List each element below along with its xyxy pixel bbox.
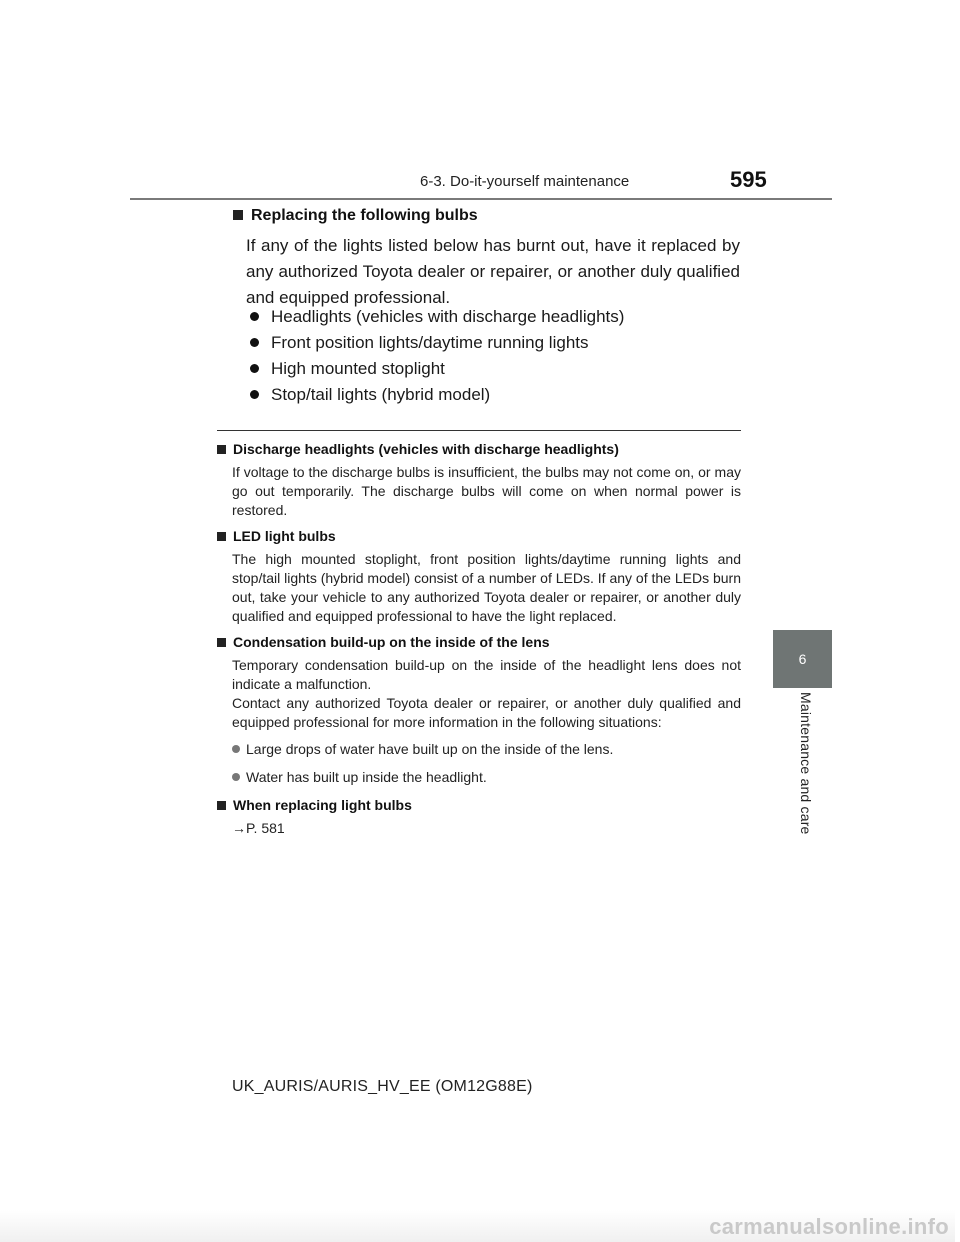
bullet-icon [250, 338, 259, 347]
bulb-list [250, 304, 624, 408]
list-item: Front position lights/daytime running lights [250, 330, 624, 356]
top-paragraph: If any of the lights listed below has burnt out, have it replaced by any authorized Toyota dealer or repairer, or another duly qualified and equipped professional. [246, 236, 740, 307]
bullet-icon [250, 312, 259, 321]
square-bullet-icon [217, 445, 226, 454]
square-bullet-icon [217, 801, 226, 810]
list-item: Headlights (vehicles with discharge headlights) [250, 304, 624, 330]
section-title: 6-3. Do-it-yourself maintenance [420, 173, 630, 190]
notes-section [217, 440, 741, 838]
note-body: Contact any authorized Toyota dealer or repairer, or another duly qualified and equipped professional for more information in the following situations: [232, 695, 741, 730]
square-bullet-icon [217, 532, 226, 541]
note-heading: LED light bulbs [217, 527, 741, 546]
chapter-tab: 6 [773, 630, 832, 688]
document-code: UK_AURIS/AURIS_HV_EE (OM12G88E) [232, 1078, 533, 1095]
square-bullet-icon [217, 638, 226, 647]
watermark-band [0, 1210, 955, 1242]
list-item: Large drops of water have built up on the inside of the lens. [232, 740, 741, 759]
list-item: High mounted stoplight [250, 356, 624, 382]
list-item: Stop/tail lights (hybrid model) [250, 382, 624, 408]
bullet-icon [250, 390, 259, 399]
note-heading: Condensation build-up on the inside of the lens [217, 633, 741, 652]
list-item: Water has built up inside the headlight. [232, 768, 741, 787]
note-body: The high mounted stoplight, front position lights/daytime running lights and stop/tail lights (hybrid model) consist of a number of LEDs. If any of the LEDs burn out, take your vehicle to any authorized Toyota dealer or repairer, or another duly qualified and equipped professional to have the light replaced. [232, 551, 741, 624]
watermark-text: carmanualsonline.info [709, 1214, 949, 1239]
bullet-icon [250, 364, 259, 373]
top-heading-text: Replacing the following bulbs [251, 207, 478, 224]
header-divider [130, 198, 832, 200]
top-heading [233, 207, 478, 225]
page-number: 595 [730, 167, 767, 192]
note-heading: When replacing light bulbs [217, 796, 741, 815]
page-reference: →P. 581 [232, 820, 285, 836]
note-heading: Discharge headlights (vehicles with discharge headlights) [217, 440, 741, 459]
bullet-icon [232, 745, 240, 753]
note-body: If voltage to the discharge bulbs is insufficient, the bulbs may not come on, or may go out temporarily. The discharge bulbs will come on when normal power is restored. [232, 464, 741, 518]
bullet-icon [232, 773, 240, 781]
square-bullet-icon [233, 210, 243, 220]
chapter-label: Maintenance and care [798, 692, 814, 835]
note-body: Temporary condensation build-up on the inside of the headlight lens does not indicate a malfunction. [232, 657, 741, 692]
notes-divider [217, 430, 741, 431]
